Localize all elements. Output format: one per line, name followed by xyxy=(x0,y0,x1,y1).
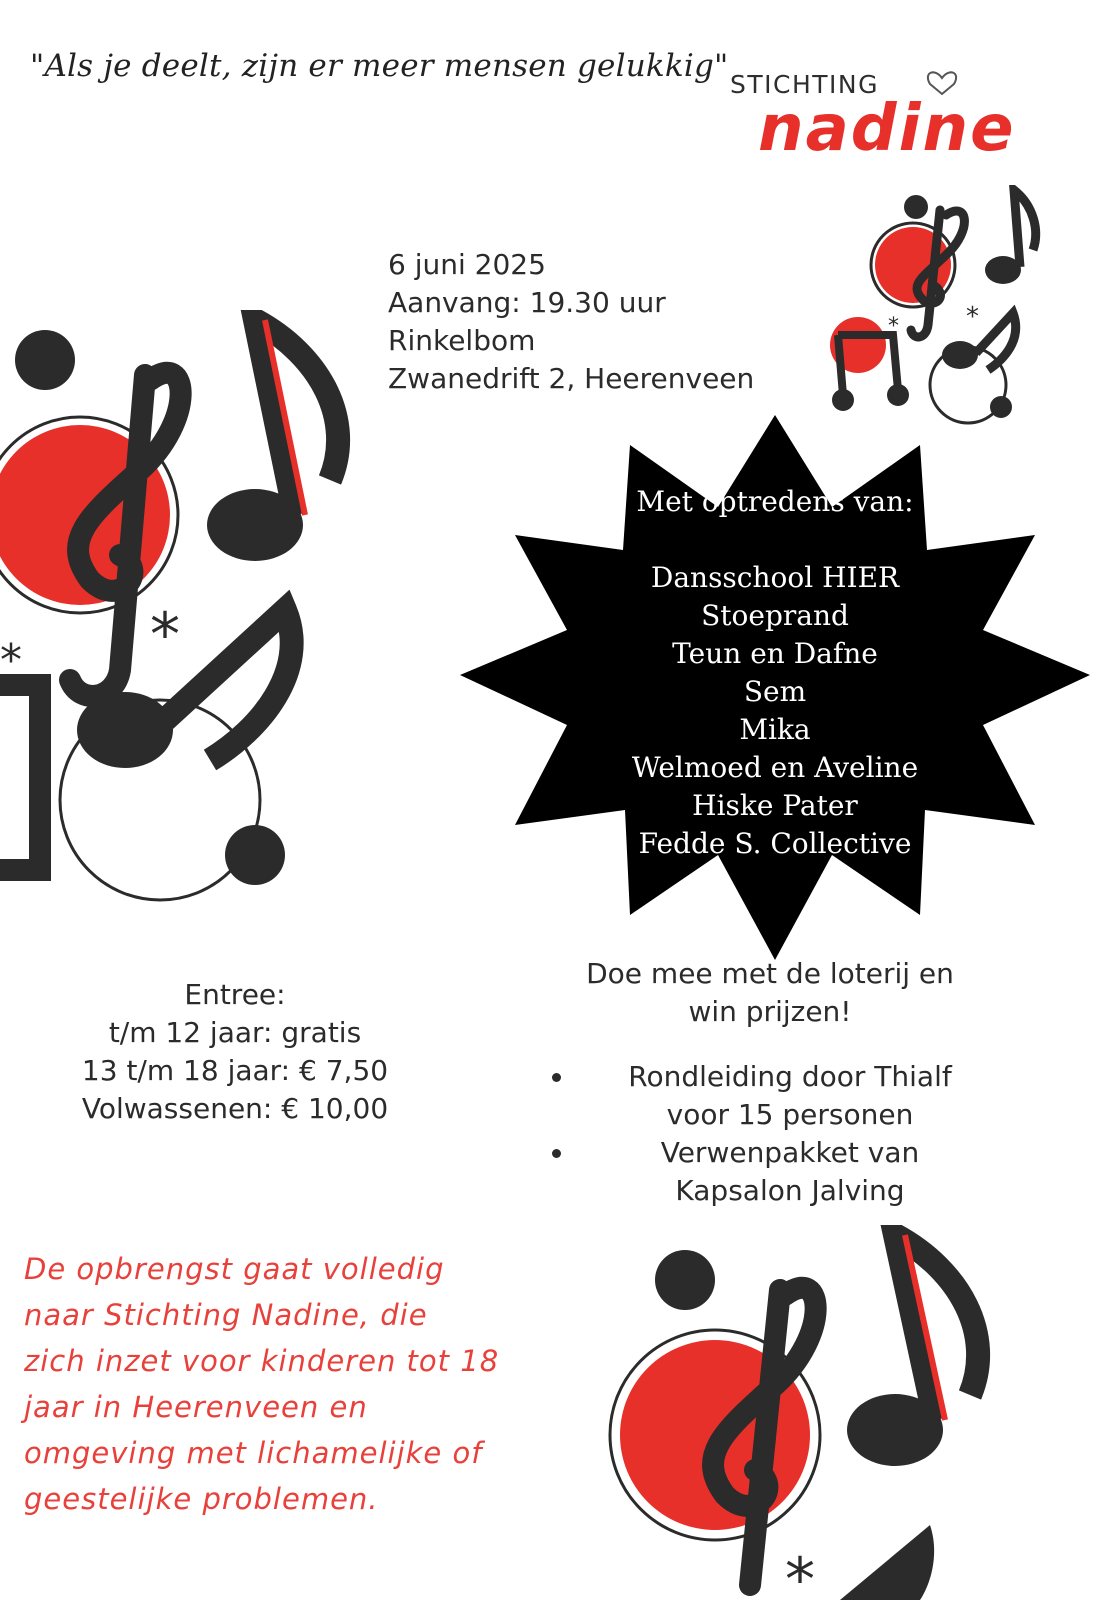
prize-line: Verwenpakket van xyxy=(660,1136,920,1169)
prize-line: voor 15 personen xyxy=(666,1098,914,1131)
proceeds-line: zich inzet voor kinderen tot 18 xyxy=(24,1344,500,1378)
event-address: Zwanedrift 2, Heerenveen xyxy=(388,362,755,395)
proceeds-note xyxy=(24,1246,584,1522)
prize-item xyxy=(540,1058,1000,1134)
price-line: t/m 12 jaar: gratis xyxy=(108,1016,362,1049)
performer: Mika xyxy=(739,713,811,746)
entree-prices xyxy=(40,976,430,1128)
svg-text:*: * xyxy=(888,314,899,339)
proceeds-line: jaar in Heerenveen en xyxy=(24,1390,368,1424)
event-info xyxy=(388,246,754,398)
music-notes-decoration xyxy=(828,185,1058,430)
price-line: 13 t/m 18 jaar: € 7,50 xyxy=(81,1054,389,1087)
svg-text:*: * xyxy=(0,635,22,686)
performances-list xyxy=(455,483,1095,863)
event-date: 6 juni 2025 xyxy=(388,248,546,281)
performer: Welmoed en Aveline xyxy=(631,751,919,784)
performer: Fedde S. Collective xyxy=(638,827,912,860)
lottery-intro-line: win prijzen! xyxy=(688,995,852,1028)
performer: Sem xyxy=(743,675,807,708)
performer: Teun en Dafne xyxy=(672,637,878,670)
entree-heading: Entree: xyxy=(184,978,286,1011)
logo-script-text: nadine xyxy=(758,92,1016,166)
music-notes-decoration xyxy=(0,310,380,920)
proceeds-line: omgeving met lichamelijke of xyxy=(24,1436,483,1470)
proceeds-line: De opbrengst gaat volledig xyxy=(24,1252,445,1286)
logo-top-text: STICHTING xyxy=(730,70,879,99)
prize-line: Rondleiding door Thialf xyxy=(628,1060,952,1093)
event-venue: Rinkelbom xyxy=(388,324,536,357)
performer: Hiske Pater xyxy=(692,789,858,822)
proceeds-line: naar Stichting Nadine, die xyxy=(24,1298,428,1332)
svg-text:*: * xyxy=(966,302,979,332)
lottery-section xyxy=(540,955,1000,1210)
lottery-intro-line: Doe mee met de loterij en xyxy=(586,957,954,990)
price-line: Volwassenen: € 10,00 xyxy=(81,1092,389,1125)
performances-star xyxy=(455,415,1095,960)
proceeds-line: geestelijke problemen. xyxy=(24,1482,379,1516)
performer: Dansschool HIER xyxy=(650,561,900,594)
prize-item xyxy=(540,1134,1000,1210)
prize-line: Kapsalon Jalving xyxy=(675,1174,905,1207)
tagline-quote: "Als je deelt, zijn er meer mensen gelukkig" xyxy=(30,48,729,84)
lottery-intro xyxy=(540,955,1000,1031)
performer: Stoeprand xyxy=(701,599,849,632)
event-start-time: Aanvang: 19.30 uur xyxy=(388,286,666,319)
stichting-nadine-logo xyxy=(730,60,1070,170)
svg-text:*: * xyxy=(150,600,180,670)
svg-text:*: * xyxy=(785,1545,815,1600)
prize-list xyxy=(540,1058,1000,1210)
performances-heading: Met optredens van: xyxy=(636,485,914,518)
